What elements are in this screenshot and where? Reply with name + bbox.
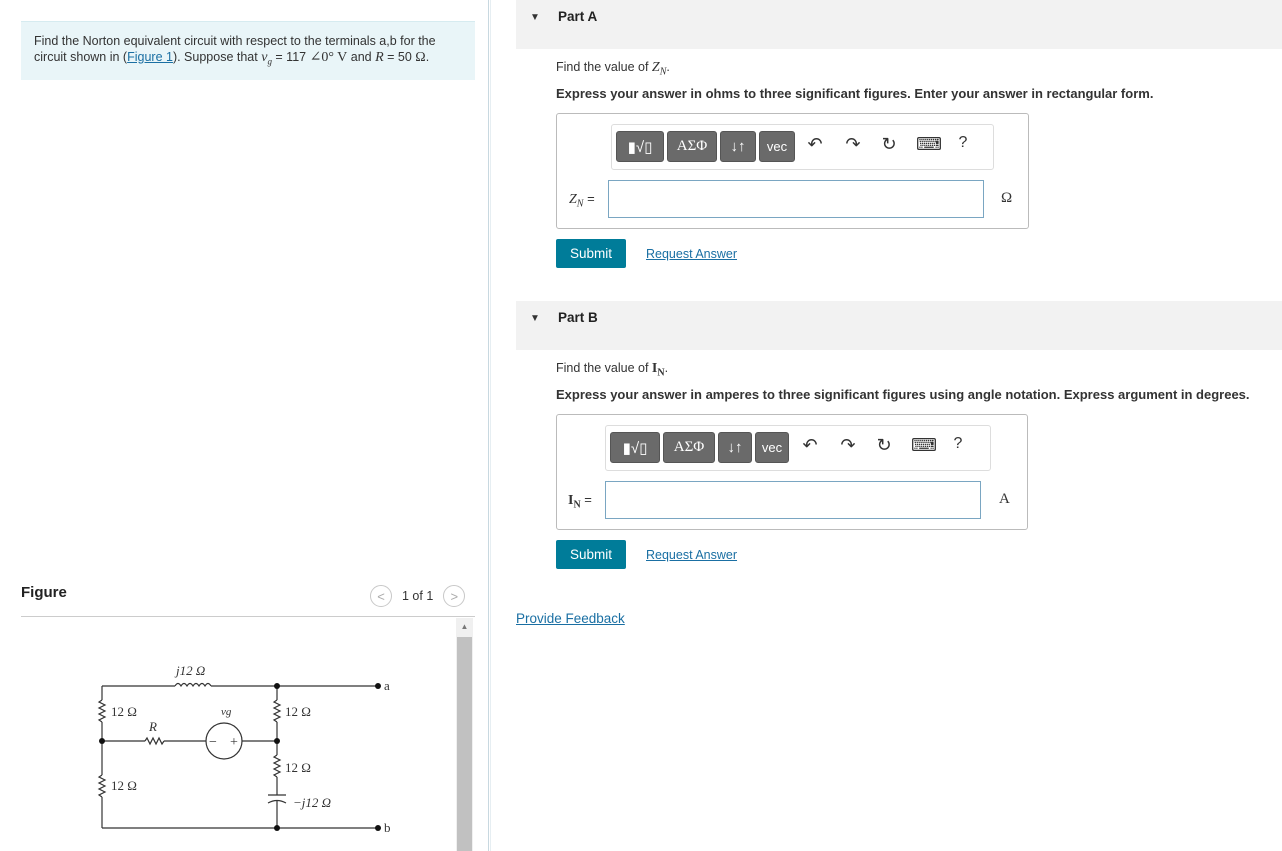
problem-text-2: ). Suppose that xyxy=(172,50,262,64)
part-b-title: Part B xyxy=(558,310,598,325)
part-b-answer-box xyxy=(556,414,1028,530)
greek-button[interactable] xyxy=(667,131,717,162)
in-unit: A xyxy=(999,491,1010,507)
vg-value: = 117 xyxy=(271,50,310,64)
figure-link[interactable]: Figure 1 xyxy=(127,50,173,64)
zn-label-symbol: Z xyxy=(569,192,577,207)
chevron-right-icon: > xyxy=(450,588,459,604)
part-b-question xyxy=(556,361,668,379)
figure-prev-button[interactable] xyxy=(370,585,392,607)
problem-statement xyxy=(21,21,475,80)
part-b-header[interactable] xyxy=(516,301,1282,350)
terminal-a: a xyxy=(384,678,390,693)
label-12-mid: 12 Ω xyxy=(285,760,311,775)
greek-button[interactable] xyxy=(663,432,715,463)
part-a-question-text: Find the value of xyxy=(556,60,652,74)
part-a-answer-box xyxy=(556,113,1029,229)
and-text: and xyxy=(347,50,376,64)
vec-icon: vec xyxy=(766,139,788,154)
part-a-question-end: . xyxy=(666,60,670,74)
arrows-icon: ↓↑ xyxy=(727,439,743,456)
r-symbol: R xyxy=(375,50,384,65)
part-a-title: Part A xyxy=(558,9,598,24)
redo-icon[interactable]: ↷ xyxy=(840,435,856,455)
figure-separator xyxy=(21,616,475,617)
keyboard-icon[interactable]: ⌨ xyxy=(916,134,942,154)
reset-icon[interactable]: ↻ xyxy=(881,134,897,154)
zn-subscript: N xyxy=(659,66,667,78)
label-12-top-left: 12 Ω xyxy=(111,704,137,719)
redo-icon[interactable]: ↷ xyxy=(845,134,861,154)
figure-scrollbar[interactable] xyxy=(456,618,473,851)
label-j12: j12 Ω xyxy=(176,663,206,678)
source-plus: + xyxy=(230,735,238,750)
r-value: = 50 xyxy=(383,50,416,64)
in-label-sub: N xyxy=(573,499,581,511)
figure-counter: 1 of 1 xyxy=(402,589,434,603)
column-divider xyxy=(488,0,489,851)
zn-label-eq: = xyxy=(583,191,595,206)
part-b-submit-button[interactable]: Submit xyxy=(556,540,626,569)
part-a-question xyxy=(556,60,670,78)
part-b-instructions: Express your answer in amperes to three significant figures using angle notation. Express argument in degrees. xyxy=(556,387,1250,402)
label-vg: vg xyxy=(221,706,232,718)
help-icon[interactable]: ? xyxy=(958,134,968,151)
in-subscript: N xyxy=(657,367,665,379)
caret-down-icon[interactable]: ▼ xyxy=(530,12,540,23)
in-symbol: I xyxy=(651,361,658,376)
label-12-bot-left: 12 Ω xyxy=(111,778,137,793)
templates-icon: ▮√▯ xyxy=(627,138,653,156)
subscript-button[interactable] xyxy=(720,131,756,162)
undo-icon[interactable]: ↶ xyxy=(807,134,823,154)
label-neg-j12: −j12 Ω xyxy=(293,795,332,810)
vec-button[interactable] xyxy=(755,432,789,463)
templates-icon: ▮√▯ xyxy=(622,439,648,457)
subscript-button[interactable] xyxy=(718,432,752,463)
figure-next-button[interactable] xyxy=(443,585,465,607)
zn-unit: Ω xyxy=(1001,190,1013,206)
figure-title: Figure xyxy=(21,584,67,601)
chevron-left-icon: < xyxy=(377,588,385,604)
zn-symbol: Z xyxy=(651,60,660,75)
vg-unit: V xyxy=(333,50,348,65)
vg-subscript: g xyxy=(267,56,272,67)
circuit-diagram xyxy=(80,655,420,845)
provide-feedback-link[interactable]: Provide Feedback xyxy=(516,611,625,626)
problem-text: Find the Norton equivalent circuit with respect to the terminals a,b for the circuit shown in ( xyxy=(34,34,436,64)
part-a-instructions: Express your answer in ohms to three significant figures. Enter your answer in rectangular form. xyxy=(556,86,1154,101)
greek-icon: ΑΣΦ xyxy=(676,138,708,154)
zn-label-sub: N xyxy=(576,198,584,210)
part-b-request-answer-link[interactable]: Request Answer xyxy=(646,548,738,562)
zn-answer-input[interactable] xyxy=(608,180,984,218)
vg-symbol: v xyxy=(261,50,268,65)
part-a-request-answer-link[interactable]: Request Answer xyxy=(646,247,738,261)
scroll-thumb[interactable] xyxy=(457,637,472,851)
in-answer-input[interactable] xyxy=(605,481,981,519)
reset-icon[interactable]: ↻ xyxy=(876,435,892,455)
label-12-top-mid: 12 Ω xyxy=(285,704,311,719)
period: . xyxy=(425,50,430,64)
in-input-label xyxy=(568,492,592,511)
arrows-icon: ↓↑ xyxy=(730,138,746,155)
part-b-question-end: . xyxy=(664,361,669,375)
part-b-question-text: Find the value of xyxy=(556,361,652,375)
keyboard-icon[interactable]: ⌨ xyxy=(911,435,937,455)
source-minus: − xyxy=(209,735,217,750)
zn-input-label xyxy=(569,191,595,210)
help-icon[interactable]: ? xyxy=(953,435,963,452)
greek-icon: ΑΣΦ xyxy=(673,439,705,455)
terminal-b: b xyxy=(384,820,391,835)
in-label-eq: = xyxy=(580,492,592,507)
scroll-up-arrow-icon[interactable]: ▲ xyxy=(460,622,469,631)
column-divider-shadow xyxy=(490,0,491,851)
part-b-math-toolbar xyxy=(605,425,991,471)
templates-button[interactable] xyxy=(616,131,664,162)
part-a-submit-button[interactable]: Submit xyxy=(556,239,626,268)
templates-button[interactable] xyxy=(610,432,660,463)
vec-button[interactable] xyxy=(759,131,795,162)
undo-icon[interactable]: ↶ xyxy=(802,435,818,455)
vg-angle: ∠0° xyxy=(309,50,334,65)
r-unit: Ω xyxy=(415,50,426,65)
vec-icon: vec xyxy=(761,440,783,455)
figure-pager xyxy=(370,584,465,608)
label-R: R xyxy=(149,719,157,734)
caret-down-icon[interactable]: ▼ xyxy=(530,313,540,324)
part-a-math-toolbar xyxy=(611,124,994,170)
in-label-symbol: I xyxy=(568,493,574,508)
part-a-header[interactable] xyxy=(516,0,1282,49)
